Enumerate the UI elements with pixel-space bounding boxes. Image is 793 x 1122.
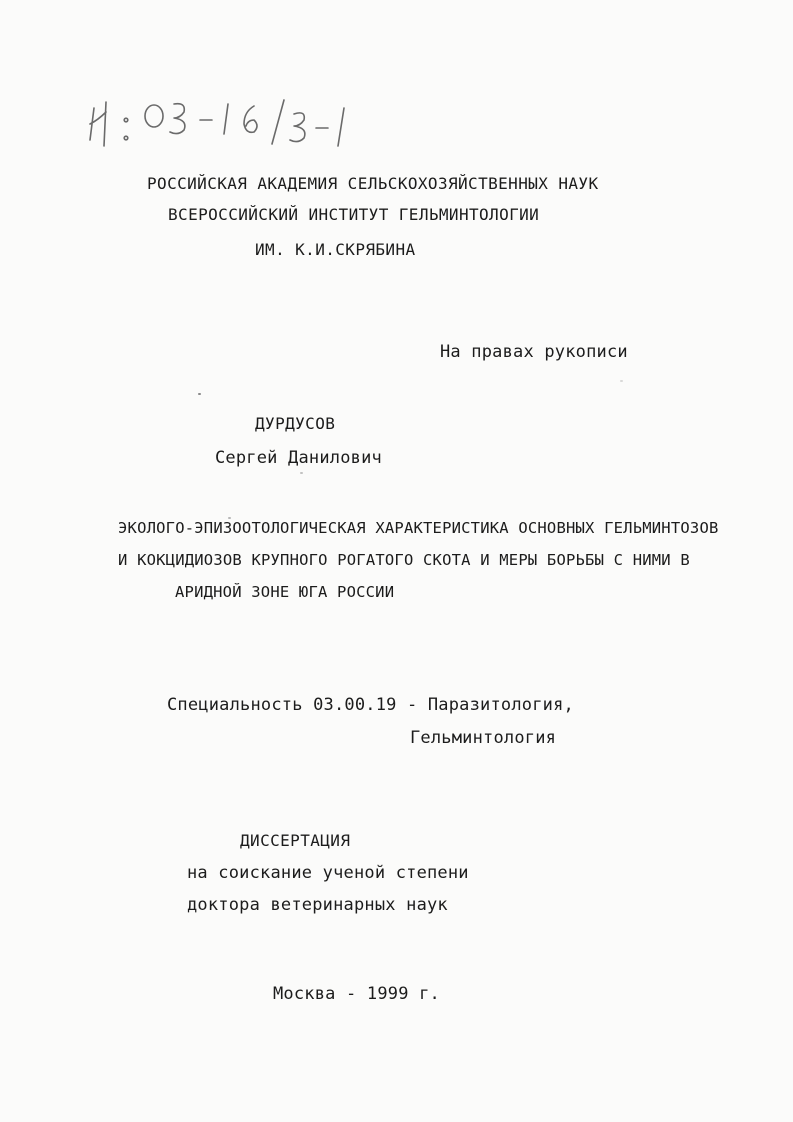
author-given-names: Сергей Данилович xyxy=(215,448,382,468)
handwritten-archive-mark xyxy=(80,90,380,160)
degree-type: ДИССЕРТАЦИЯ xyxy=(240,831,351,850)
scan-speck xyxy=(228,517,231,519)
author-surname: ДУРДУСОВ xyxy=(255,414,336,433)
institution-line-1: РОССИЙСКАЯ АКАДЕМИЯ СЕЛЬСКОХОЗЯЙСТВЕННЫХ НАУК xyxy=(147,174,599,193)
specialty-line-1: Специальность 03.00.19 - Паразитология, xyxy=(167,695,574,715)
degree-line-1: на соискание ученой степени xyxy=(187,863,469,883)
institution-line-2: ВСЕРОССИЙСКИЙ ИНСТИТУТ ГЕЛЬМИНТОЛОГИИ xyxy=(168,205,540,224)
archive-mark-text: Д: 03-16/3-1 xyxy=(80,90,88,91)
title-line-3: АРИДНОЙ ЗОНЕ ЮГА РОССИИ xyxy=(175,583,395,601)
degree-line-2: доктора ветеринарных наук xyxy=(187,895,448,915)
scan-speck xyxy=(620,380,623,382)
scan-speck xyxy=(198,393,201,395)
place-year: Москва - 1999 г. xyxy=(273,984,440,1004)
title-line-2: И КОКЦИДИОЗОВ КРУПНОГО РОГАТОГО СКОТА И МЕРЫ БОРЬБЫ С НИМИ В xyxy=(118,551,690,569)
title-line-1: ЭКОЛОГО-ЭПИЗООТОЛОГИЧЕСКАЯ ХАРАКТЕРИСТИКА ОСНОВНЫХ ГЕЛЬМИНТОЗОВ xyxy=(118,519,719,537)
scan-speck xyxy=(300,472,303,474)
specialty-line-2: Гельминтология xyxy=(410,728,557,748)
rights-note: На правах рукописи xyxy=(440,342,628,362)
institution-line-3: ИМ. К.И.СКРЯБИНА xyxy=(255,240,416,259)
